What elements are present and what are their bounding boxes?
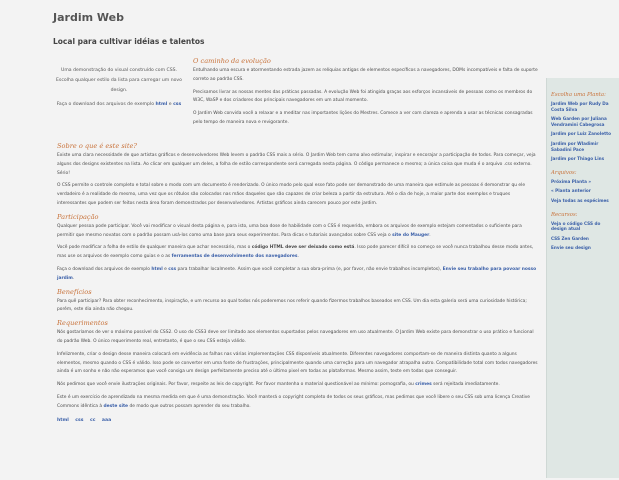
archives-title: Arquivos: bbox=[551, 169, 577, 176]
resources-list bbox=[547, 221, 619, 251]
all-specimens-link[interactable]: Veja todas as espécimes bbox=[551, 197, 609, 203]
plant-link-0[interactable]: Jardim Web por Rudy Da Costa Silva bbox=[551, 101, 609, 112]
requirements-p4-post: de modo que outros possam aprender do seu trabalho. bbox=[129, 403, 251, 409]
requirements-p4 bbox=[57, 394, 538, 412]
about-section bbox=[57, 142, 538, 209]
participation-p2-bold: código HTML deve ser deixado como está bbox=[251, 245, 355, 251]
mauger-link[interactable]: site do Mauger bbox=[392, 232, 430, 238]
resource-item bbox=[551, 236, 616, 242]
footer-cc-link[interactable]: cc bbox=[89, 417, 96, 423]
participation-p2-mid: . Isso pode parecer difícil no começo se você nunca trabalhou desse modo antes, mas use os arquivos de exemplo como guias e o as bbox=[57, 245, 534, 260]
intro-download-text: Faça o download dos arquivos de exemplo bbox=[56, 102, 155, 107]
license-link[interactable]: deste site bbox=[103, 403, 129, 409]
plant-item bbox=[551, 131, 616, 137]
benefits-title: Benefícios bbox=[57, 287, 92, 296]
zen-garden-link[interactable]: CSS Zen Garden bbox=[551, 235, 589, 241]
participation-html-link[interactable]: html bbox=[151, 266, 163, 272]
footer bbox=[57, 418, 538, 423]
benefits-p1: Para quê participar? Para obter reconhecimento, inspiração, e um recurso ao qual todos nós poderemos nos referir quando fizermos trabalhos baseados em CSS. Um dia esta galeria será uma curiosidade histórica; porém, este dia ainda não chegou. bbox=[57, 298, 527, 313]
about-p2: O CSS permite o controle completo e total sobre o modo com um documento é renderizado. O único modo pelo qual esse fato pode ser demonstrado de uma maneira que estimule as pessoas é demonstrar qu ele verdadeiro é a realidade do mesmo, uma vez que os rótulos são colocados nas mãos daqueles que são capazes de criar beleza a partir da estrutura. Até o dia de hoje, a maior parte dos exemplos e truques interessantes que podem ser feitos nesta área foram demonstrados por desenvolvedores. Artistas gráficos ainda carecem pouco por este jardim. bbox=[57, 183, 526, 206]
plants-list bbox=[547, 101, 619, 162]
intro-block bbox=[55, 66, 183, 114]
footer-aaa-link[interactable]: aaa bbox=[101, 417, 112, 423]
benefits-section bbox=[57, 288, 538, 316]
participation-css-link[interactable]: css bbox=[168, 266, 177, 272]
evolution-section bbox=[193, 57, 538, 132]
requirements-p2: Infelizmente, criar o design desse maneira colocará em evidência as falhas nas várias implementações CSS disponíveis atualmente. Diferentes navegadores comportam-se de maneira distinta quanto a alguns elementos, mesmo quando o CSS é válido. Isso pode se converter em uma fonte de frustrações, principalmente quando uma correção para um navegador atrapalha outro. Compatibilidade total com todos navegadores ainda é um sonho e não não esperamos que você consiga um design perfeitamente preciso até o último pixel em todas as plataformas. Mesmo assim, teste em todas que conseguir. bbox=[57, 351, 538, 375]
previous-plant-link[interactable]: « Planta anterior bbox=[551, 188, 591, 194]
participation-p3: Faça o download dos arquivos de exemplo html e css para trabalhar localmente. Assim que você completar a sua obra-prima (e, por favor, não envie trabalhos incompletos), Envie seu trabalho para povoar nosso jardim. bbox=[57, 266, 537, 281]
footer-css-link[interactable]: css bbox=[75, 417, 84, 423]
participation-sep: e bbox=[164, 266, 167, 272]
intro-text: Uma demonstração do visual construído com CSS. Escolha qualquer estilo da lista para carregar um novo design. bbox=[56, 68, 182, 93]
participation-p2-text: Você pode modificar a folha de estilo de qualquer maneira que achar necessário, mas o bbox=[57, 245, 251, 251]
archives-list bbox=[547, 179, 619, 204]
plant-item bbox=[551, 116, 616, 127]
intro-css-link[interactable]: css bbox=[173, 102, 182, 107]
resources-title: Recursos: bbox=[551, 211, 578, 218]
sidebar bbox=[546, 78, 619, 478]
crimes-link[interactable]: crimes bbox=[415, 382, 432, 388]
evolution-p1: Entulhando uma escura e atormentando estrada jazem as relíquias antigas de elementos específicos a navegadores, DOMs incompatíveis e falta de suporte correto ao padrão CSS. bbox=[193, 68, 538, 82]
requirements-p4-text: Este é um exercício de aprendizado na mesma medida em que é uma demonstração. Você manterá o copyright completo de todos os seus gráficos, mas pedimos que você libere o seu CSS sob uma licença Creative Commons idêntica à bbox=[57, 394, 530, 409]
archive-item bbox=[551, 198, 616, 204]
footer-html-link[interactable]: html bbox=[57, 417, 69, 423]
evolution-p2: Precisamos livrar as nossas mentes das práticas passadas. A evolução Web foi atingida graças aos esforços incansáveis de pessoas como os membros do W3C, WaSP e dos criadores dos principais navegadores em um atual momento. bbox=[193, 89, 533, 104]
resource-item bbox=[551, 245, 616, 251]
requirements-p3 bbox=[57, 381, 538, 390]
requirements-section bbox=[57, 319, 538, 411]
participation-p3-mid: para trabalhar localmente. Assim que você completar a sua obra-prima (e, por favor, não envie trabalhos incompletos), bbox=[177, 266, 442, 272]
participation-p1-text: Qualquer pessoa pode participar. Você vai modificar o visual desta página e, para isto, uma boa dose de habilidade com o CSS é requerida, embora os arquivos de exemplo estejam comentados o suficiente para permitir que mesmo novatos com o padrão possam usá-los como uma base para seus experimentos. Para dicas e tutoriais avançados sobre CSS veja o bbox=[57, 223, 522, 238]
participation-section bbox=[57, 213, 538, 284]
plant-item bbox=[551, 101, 616, 112]
plant-item bbox=[551, 156, 616, 162]
submit-design-link[interactable]: Envie seu design bbox=[551, 245, 591, 251]
plant-link-1[interactable]: Web Garden por Juliana Vendramini Cabegrosa bbox=[551, 116, 607, 127]
next-plant-link[interactable]: Próxima Planta » bbox=[551, 178, 592, 184]
plant-link-4[interactable]: Jardim por Thiago Lins bbox=[551, 156, 605, 162]
view-css-link[interactable]: Veja o código CSS do design atual bbox=[551, 220, 601, 232]
site-title: Jardim Web bbox=[53, 11, 124, 24]
archive-item bbox=[551, 179, 616, 185]
intro-sep: e bbox=[168, 102, 172, 107]
plant-link-2[interactable]: Jardim por Luiz Zanoletto bbox=[551, 131, 611, 137]
plant-item bbox=[551, 141, 616, 152]
requirements-p3-post: será rejeitada imediatamente. bbox=[433, 382, 500, 388]
evolution-title: O caminho da evolução bbox=[193, 57, 271, 65]
intro-download bbox=[55, 100, 183, 110]
participation-p1: Qualquer pessoa pode participar. Você vai modificar o visual desta página e, para isto, uma boa dose de habilidade com o CSS é requerida, embora os arquivos de exemplo estejam comentados o suficiente para permitir que mesmo novatos com o padrão possam usá-los como uma base para seus experimentos. Para dicas e tutoriais avançados sobre CSS veja o site do Mauger. bbox=[57, 223, 522, 238]
requirements-p3-text: Nós pedimos que você envie ilustrações originais. Por favor, respeite as leis de copyright. Por favor mantenha o material questionável ao mínimo: pornografia, ou bbox=[57, 382, 414, 388]
participation-title: Participação bbox=[57, 212, 99, 221]
about-title: Sobre o que é este site? bbox=[57, 142, 137, 150]
about-p1: Existe uma clara necessidade de que artistas gráficos e desenvolvedores Web levem o padrão CSS mais a sério. O Jardim Web tem como alvo estimular, inspirar e encorajar a participação de todos. Para começar, veja alguns dos designs existentes na lista. Ao clicar em qualquer um deles, a folha de estilo correspondente será carregada nesta página. O código permanece o mesmo; a única coisa que muda é o arquivo .css externo. Sério! bbox=[57, 153, 536, 176]
evolution-p3: O Jardim Web convida você a relaxar e a meditar nas importantes lições do Mestres. Comece a ver com clareza e aprenda a usar as técnicas consagradas pelo tempo de maneira nova e revigorante. bbox=[193, 111, 533, 125]
participation-p3-text: Faça o download dos arquivos de exemplo bbox=[57, 266, 150, 272]
plant-link-3[interactable]: Jardim por Wladimir Sabadini Pace bbox=[551, 140, 599, 152]
participation-p2: Você pode modificar a folha de estilo de qualquer maneira que achar necessário, mas o código HTML deve ser deixado como está. Isso pode parecer difícil no começo se você nunca trabalhou desse modo antes, mas use os arquivos de exemplo como guias e o as ferramentas de desenvolvimento dos navegadores. bbox=[57, 245, 534, 260]
requirements-p1: Nós gostaríamos de ver o máximo possível do CSS2. O uso do CSS3 deve ser limitado aos elementos suportados pelos navegadores em uso atualmente. O Jardim Web existe para demonstrar o uso prático e funcional do padrão Web. O único requerimento real, entretanto, é que o seu CSS esteja válido. bbox=[57, 330, 534, 344]
plants-title: Escolha uma Planta: bbox=[551, 92, 606, 98]
dev-tools-link[interactable]: ferramentas de desenvolvimento dos navegadores bbox=[171, 254, 298, 260]
main-content bbox=[57, 142, 538, 423]
tagline: Local para cultivar idéias e talentos bbox=[53, 37, 205, 46]
resource-item bbox=[551, 221, 616, 232]
submit-work-link[interactable]: Envie seu trabalho para povoar nosso jardim bbox=[57, 266, 537, 281]
intro-html-link[interactable]: html bbox=[155, 102, 168, 107]
archive-item bbox=[551, 188, 616, 194]
requirements-title: Requerimentos bbox=[57, 319, 108, 328]
